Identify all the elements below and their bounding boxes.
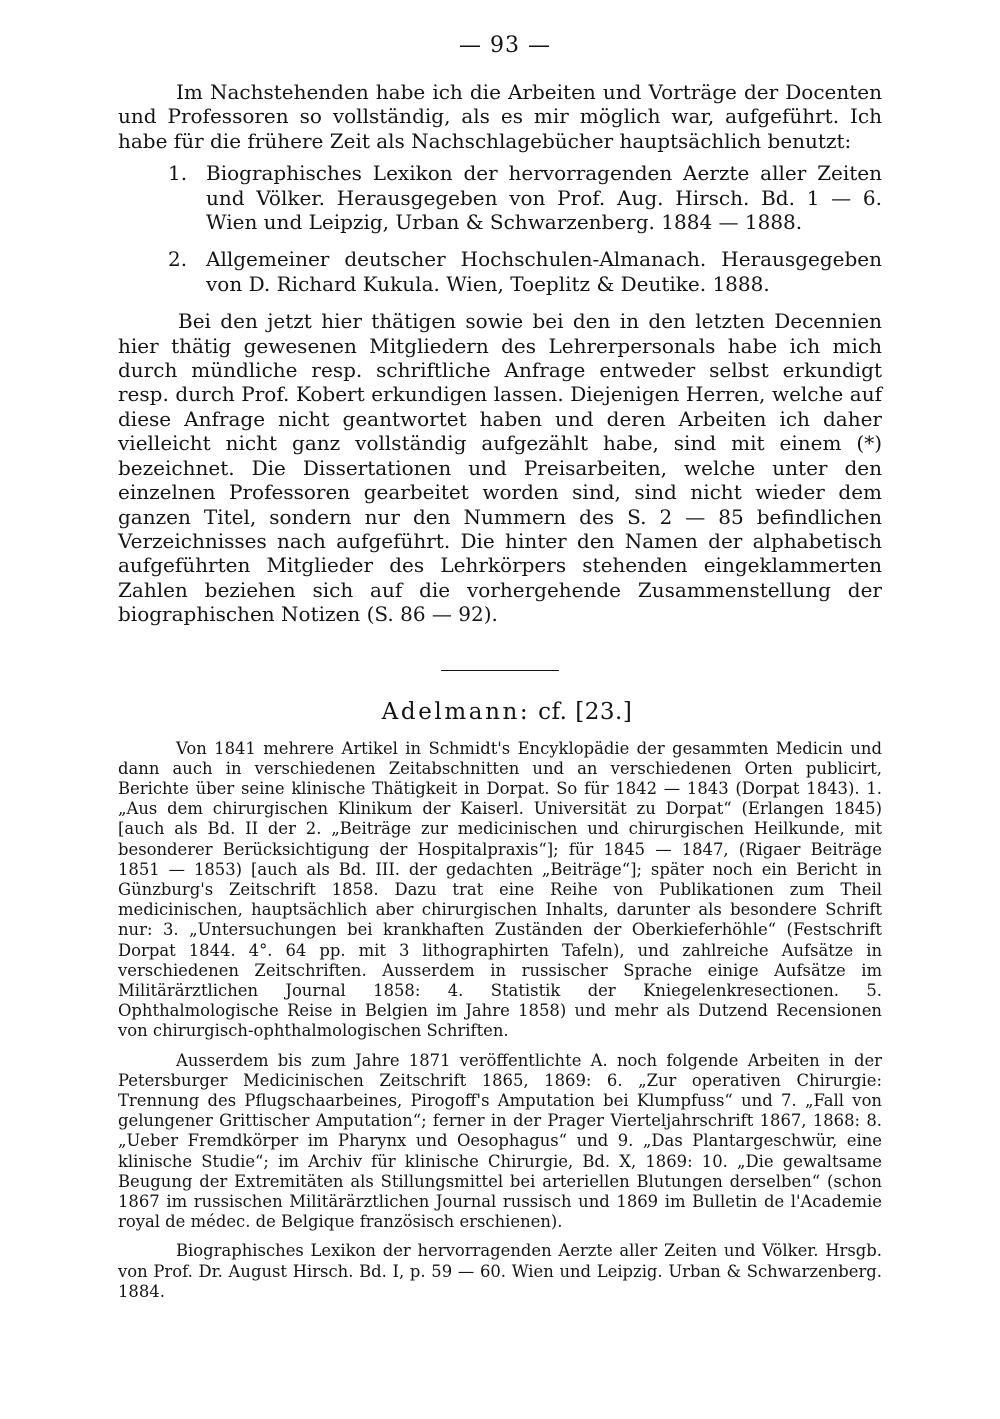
reference-text: Allgemeiner deutscher Hochschulen-Almanach. Herausgegeben von D. Richard Kukula. Wien, Toeplitz & Deutike. 1888.: [206, 247, 882, 296]
reference-number: 2.: [168, 247, 188, 272]
page-number: — 93 —: [459, 33, 551, 58]
entry-paragraph: Ausserdem bis zum Jahre 1871 veröffentlichte A. noch folgende Arbeiten in der Petersburger Medicinischen Zeitschrift 1865, 1869: 6. „Zur operativen Chirurgie: Trennung des Pflugschaarbeines, Pirogoff's Amputation bei Klumpfuss“ und 7. „Fall von gelungener Grittischer Amputation“; ferner in der Prager Vierteljahrschrift 1867, 1868: 8. „Ueber Fremdkörper im Pharynx und Oesophagus“ und 9. „Das Plantargeschwür, eine klinische Studie“; im Archiv für klinische Chirurgie, Bd. X, 1869: 10. „Die gewaltsame Beugung der Extremitäten als Stillungsmittel bei arteriellen Blutungen derselben“ (schon 1867 im russischen Militärärztlichen Journal russisch und 1869 im Bulletin de l'Academie royal de médec. de Belgique französisch erschienen).: [118, 1050, 882, 1232]
entry-source-paragraph: Biographisches Lexikon der hervorragenden Aerzte aller Zeiten und Völker. Hrsgb. von Prof. Dr. August Hirsch. Bd. I, p. 59 — 60. Wien und Leipzig. Urban & Schwarzenberg. 1884.: [118, 1241, 882, 1301]
reference-text: Biographisches Lexikon der hervorragenden Aerzte aller Zeiten und Völker. Herausgegeben von Prof. Aug. Hirsch. Bd. 1 — 6. Wien und Leipzig, Urban & Schwarzenberg. 1884 — 1888.: [206, 161, 882, 235]
section-divider: [441, 670, 559, 671]
methodology-paragraph: Bei den jetzt hier thätigen sowie bei den in den letzten Decennien hier thätig gewesenen Mitgliedern des Lehrerpersonals habe ich mich durch mündliche resp. schriftliche Anfrage entweder selbst erkundigt resp. durch Prof. Kobert erkundigen lassen. Diejenigen Herren, welche auf diese Anfrage nicht geantwortet haben und deren Arbeiten ich daher vielleicht nicht ganz vollständig aufgezählt habe, sind mit einem (*) bezeichnet. Die Dissertationen und Preisarbeiten, welche unter den einzelnen Professoren gearbeitet worden sind, sind nicht wieder dem ganzen Titel, sondern nur den Nummern des S. 2 — 85 befindlichen Verzeichnisses nach aufgeführt. Die hinter den Namen der alphabetisch aufgeführten Mitglieder des Lehrkörpers stehenden eingeklammerten Zahlen beziehen sich auf die vorhergehende Zusammenstellung der biographischen Notizen (S. 86 — 92).: [118, 309, 882, 627]
entry-name: Adelmann:: [381, 698, 531, 725]
reference-number: 1.: [168, 161, 188, 186]
reference-item: [168, 161, 882, 235]
document-page: [118, 30, 882, 1302]
entry-paragraph: Von 1841 mehrere Artikel in Schmidt's Encyklopädie der gesammten Medicin und dann auch in verschiedenen Zeitabschnitten und an verschiedenen Orten publicirt, Berichte über seine klinische Thätigkeit in Dorpat. So für 1842 — 1843 (Dorpat 1843). 1. „Aus dem chirurgischen Klinikum der Kaiserl. Universität zu Dorpat“ (Erlangen 1845) [auch als Bd. II der 2. „Beiträge zur medicinischen und chirurgischen Heilkunde, mit besonderer Berücksichtigung der Hospitalpraxis“]; für 1845 — 1847, (Rigaer Beiträge 1851 — 1853) [auch als Bd. III. der gedachten „Beiträge“]; später noch ein Bericht in Günzburg's Zeitschrift 1858. Dazu trat eine Reihe von Publikationen zum Theil medicinischen, hauptsächlich aber chirurgischen Inhalts, darunter als besondere Schrift nur: 3. „Untersuchungen bei krankhaften Zuständen der Oberkieferhöhle“ (Festschrift Dorpat 1844. 4°. 64 pp. mit 3 lithographirten Tafeln), und zahlreiche Aufsätze in verschiedenen Zeitschriften. Ausserdem in russischer Sprache einige Aufsätze im Militärärztlichen Journal 1858: 4. Statistik der Kniegelenkresectionen. 5. Ophthalmologische Reise in Belgien im Jahre 1858) und mehr als Dutzend Recensionen von chirurgisch-ophthalmologischen Schriften.: [118, 738, 882, 1041]
entry-reference: cf. [23.]: [538, 698, 633, 725]
reference-item: [168, 247, 882, 296]
intro-paragraph: Im Nachstehenden habe ich die Arbeiten und Vorträge der Docenten und Professoren so vollständig, als es mir möglich war, aufgeführt. Ich habe für die frühere Zeit als Nachschlagebücher hauptsächlich benutzt:: [118, 80, 882, 153]
entry-heading: [118, 697, 882, 727]
reference-list: [118, 161, 882, 296]
